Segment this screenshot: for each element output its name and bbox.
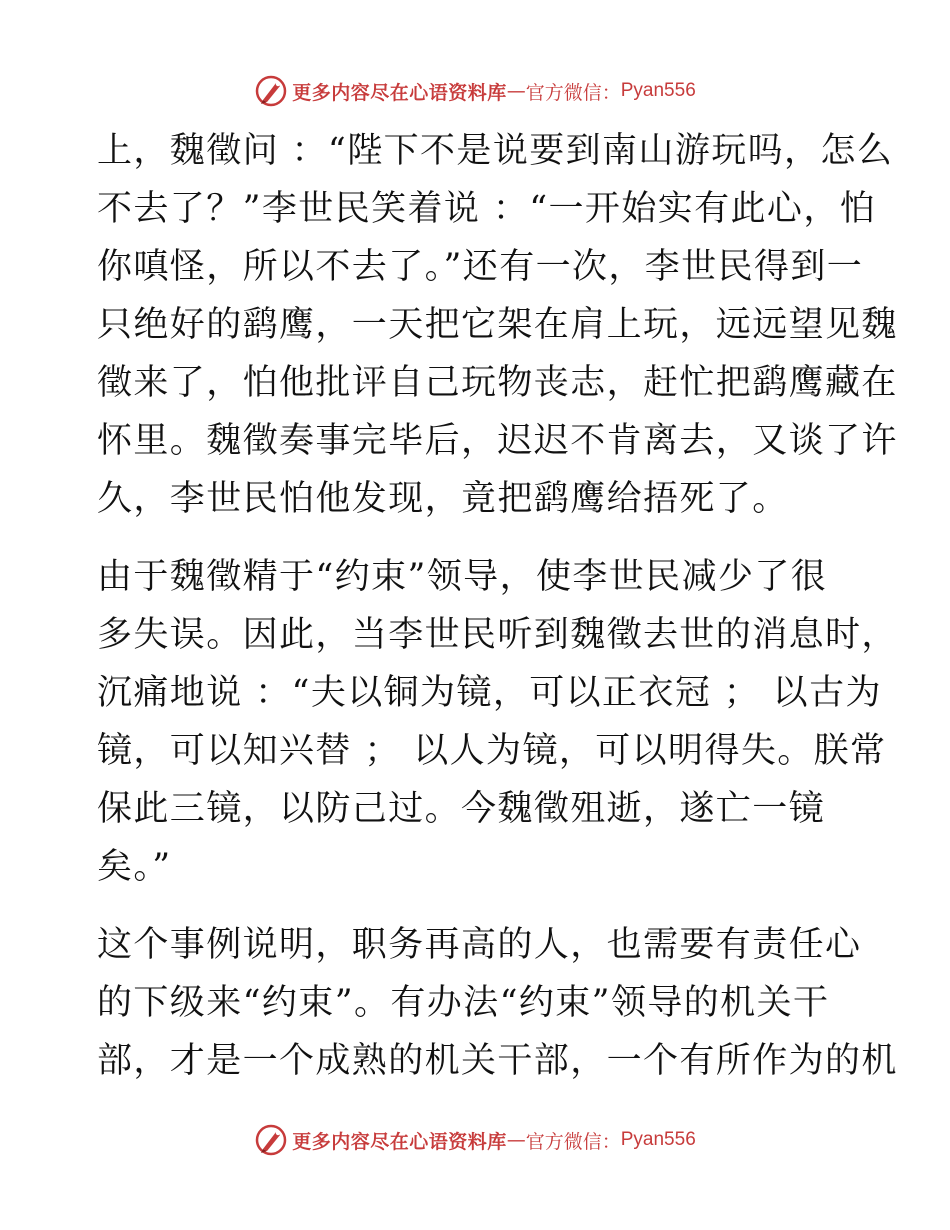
text-line: 由于魏徵精于“约束”领导，使李世民减少了很	[97, 557, 828, 597]
document-body	[97, 122, 898, 1090]
footer-banner	[0, 1120, 950, 1160]
text-line: 不去了？”李世民笑着说 ：“一开始实有此心，怕	[97, 189, 877, 229]
text-line: 只绝好的鹞鹰，一天把它架在肩上玩，远远望见魏	[97, 305, 898, 345]
paragraph-1	[97, 122, 898, 528]
banner-separator: —	[506, 80, 526, 102]
header-banner	[0, 71, 950, 111]
pen-logo-icon	[254, 1123, 288, 1157]
banner-wechat-id: Pyan556	[620, 80, 696, 101]
text-line: 镜，可以知兴替 ； 以人为镜，可以明得失。朕常	[97, 731, 887, 771]
banner-separator: —	[506, 1129, 526, 1151]
pen-logo-icon	[254, 74, 288, 108]
text-line: 的下级来“约束”。有办法“约束”领导的机关干	[97, 983, 830, 1023]
text-line: 多失误。因此，当李世民听到魏徵去世的消息时，	[97, 615, 898, 655]
paragraph-gap	[97, 528, 857, 548]
text-line: 你嗔怪，所以不去了。”还有一次，李世民得到一	[97, 247, 864, 287]
text-line: 保此三镜，以防己过。今魏徵殂逝，遂亡一镜	[97, 789, 826, 829]
banner-main-text: 更多内容尽在心语资料库	[292, 1130, 507, 1153]
paragraph-2	[97, 548, 898, 896]
text-line: 部，才是一个成熟的机关干部，一个有所作为的机	[97, 1041, 898, 1081]
text-line: 矣。”	[97, 847, 172, 887]
paragraph-gap	[97, 896, 857, 916]
banner-main-text: 更多内容尽在心语资料库	[292, 81, 507, 104]
paragraph-3	[97, 916, 898, 1090]
text-line: 上，魏徵问 ：“陛下不是说要到南山游玩吗，怎么	[97, 131, 894, 171]
text-line: 这个事例说明，职务再高的人，也需要有责任心	[97, 925, 862, 965]
text-line: 久，李世民怕他发现，竟把鹞鹰给捂死了。	[97, 479, 789, 519]
banner-wechat-id: Pyan556	[620, 1129, 696, 1150]
text-line: 怀里。魏徵奏事完毕后，迟迟不肯离去，又谈了许	[97, 421, 898, 461]
banner-wechat-label: 官方微信：	[525, 81, 621, 104]
text-line: 徵来了，怕他批评自己玩物丧志，赶忙把鹞鹰藏在	[97, 363, 898, 403]
text-line: 沉痛地说 ：“夫以铜为镜，可以正衣冠 ； 以古为	[97, 673, 882, 713]
banner-wechat-label: 官方微信：	[525, 1130, 621, 1153]
